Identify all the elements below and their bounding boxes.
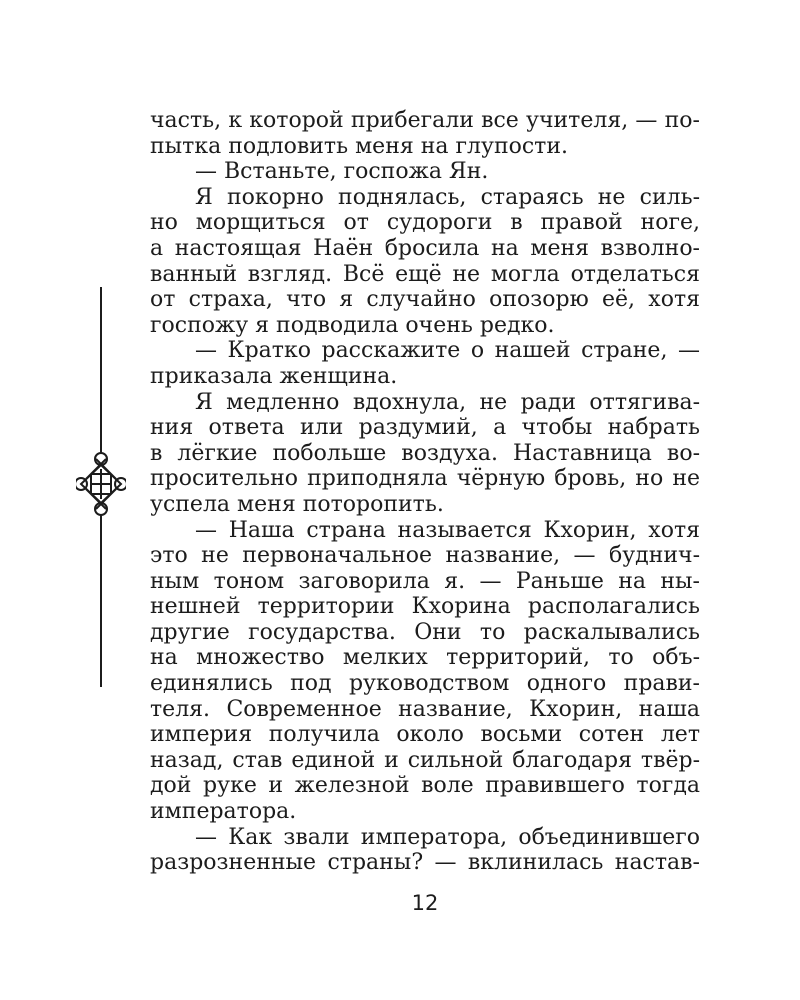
text-line: а настоящая Наён бросила на меня взволно-	[150, 235, 700, 261]
text-line: пытка подловить меня на глупости.	[150, 133, 569, 159]
body-text	[150, 108, 700, 876]
knot-ornament-icon	[76, 287, 126, 687]
text-line: — Наша страна называется Кхорин, хотя	[195, 517, 700, 543]
text-line: единялись под руководством одного прави-	[150, 671, 700, 697]
text-line: просительно приподняла чёрную бровь, но не	[150, 466, 700, 492]
text-line: разрозненные страны? — вклинилась настав-	[150, 850, 700, 876]
text-line: императора.	[150, 799, 297, 825]
text-line: дой руке и железной воле правившего тогда	[150, 773, 700, 799]
text-line: теля. Современное название, Кхорин, наша	[150, 696, 700, 722]
text-line: — Встаньте, госпожа Ян.	[195, 159, 489, 185]
text-line: — Кратко расскажите о нашей стране, —	[195, 338, 700, 364]
text-line: в лёгкие побольше воздуха. Наставница во-	[150, 440, 700, 466]
text-line: приказала женщина.	[150, 363, 398, 389]
text-line: это не первоначальное название, — буднич-	[150, 543, 700, 569]
text-line: ным тоном заговорила я. — Раньше на ны-	[150, 568, 700, 594]
text-line: успела меня поторопить.	[150, 491, 444, 517]
text-line: на множество мелких территорий, то объ-	[150, 645, 700, 671]
text-line: ния ответа или раздумий, а чтобы набрать	[150, 415, 700, 441]
text-line: от страха, что я случайно опозорю её, хотя	[150, 287, 700, 313]
text-line: другие государства. Они то раскалывались	[150, 619, 700, 645]
text-line: госпожу я подводила очень редко.	[150, 312, 555, 338]
text-line: назад, став единой и сильной благодаря твёр-	[150, 747, 700, 773]
text-line: но морщиться от судороги в правой ноге,	[150, 210, 700, 236]
text-line: империя получила около восьми сотен лет	[150, 722, 700, 748]
text-line: Я покорно поднялась, стараясь не силь-	[195, 184, 700, 210]
text-line: Я медленно вдохнула, не ради оттягива-	[195, 389, 700, 415]
text-line: нешней территории Кхорина располагались	[150, 594, 700, 620]
page-number: 12	[411, 891, 439, 915]
text-line: часть, к которой прибегали все учителя, — по-	[150, 108, 700, 133]
text-line: — Как звали императора, объединившего	[195, 824, 700, 850]
text-line: ванный взгляд. Всё ещё не могла отделаться	[150, 261, 700, 287]
